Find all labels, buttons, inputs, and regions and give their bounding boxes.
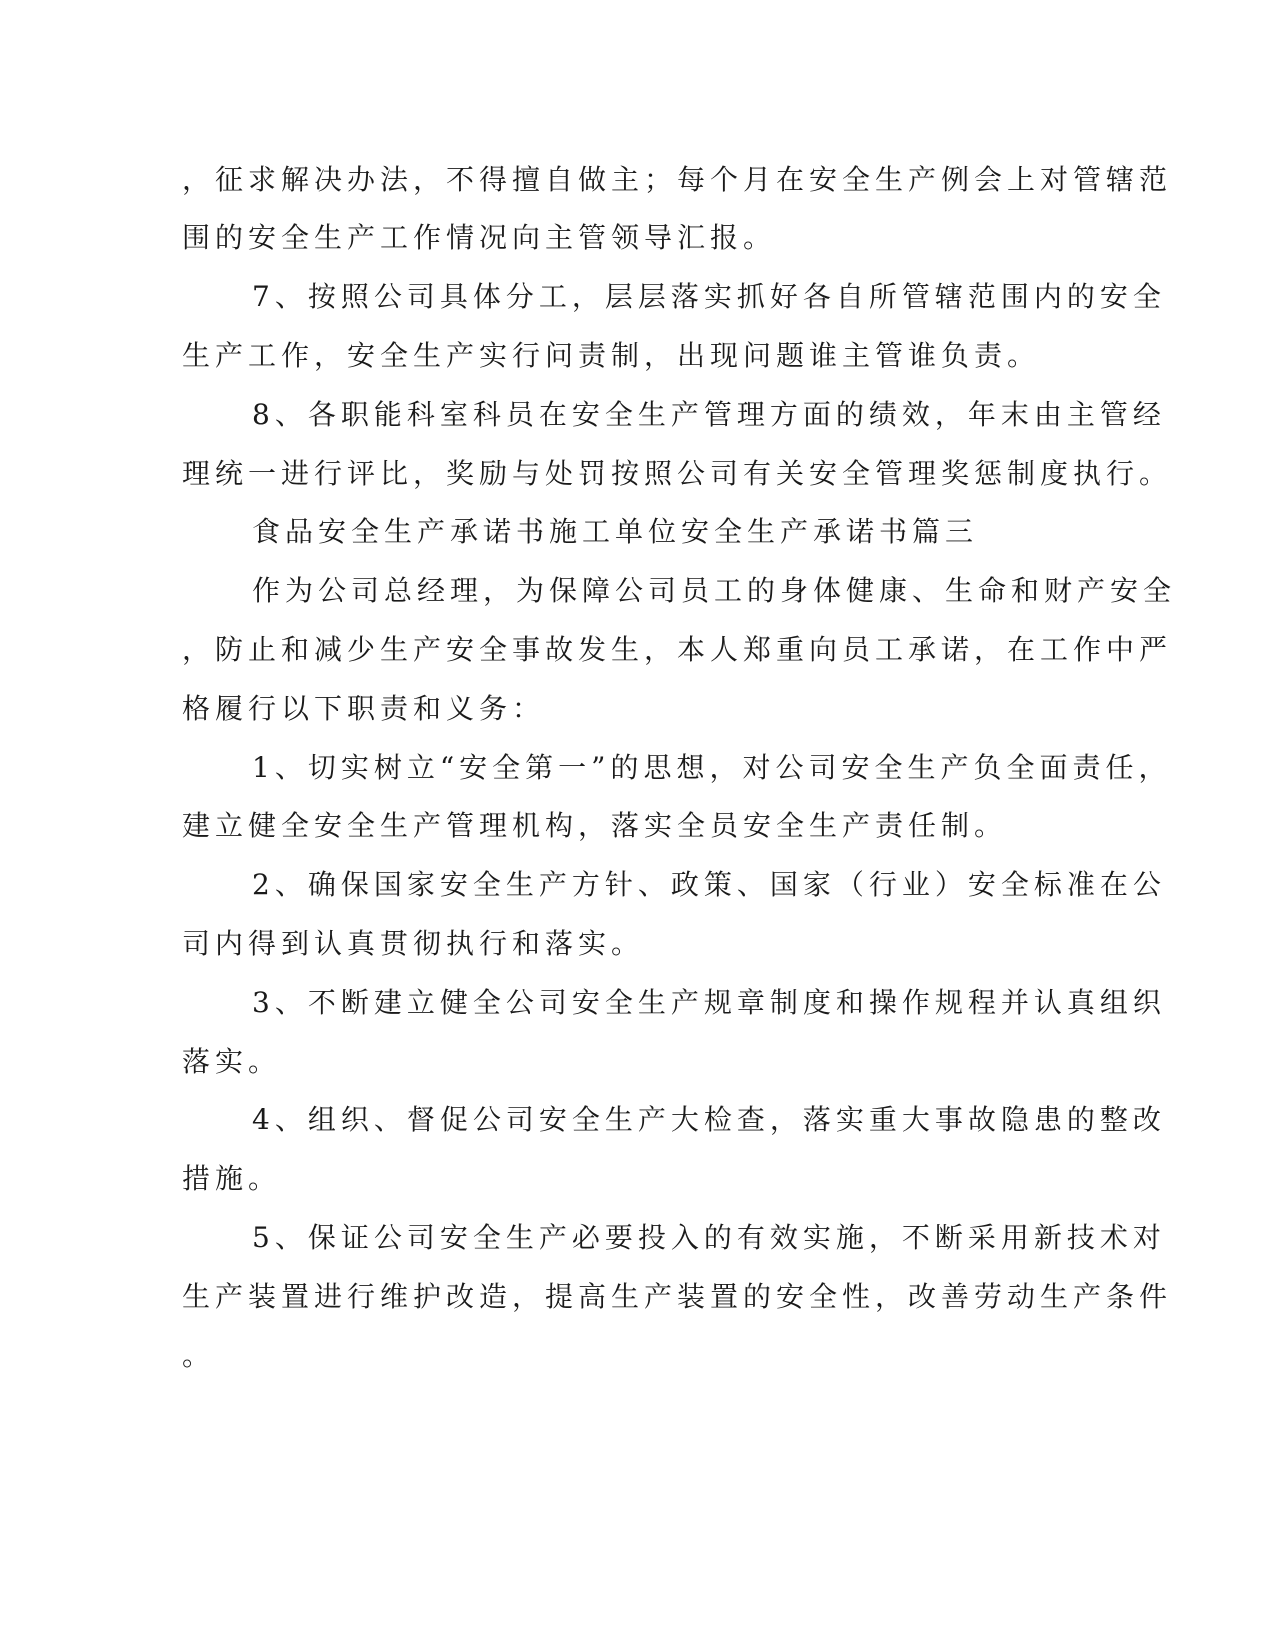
section-heading: 食品安全生产承诺书施工单位安全生产承诺书篇三 [252,515,979,548]
text-line: 生产装置进行维护改造，提高生产装置的安全性，改善劳动生产条件 [182,1280,1173,1313]
text-line: 7、按照公司具体分工，层层落实抓好各自所管辖范围内的安全 [252,280,1166,313]
text-line: 1、切实树立“安全第一”的思想，对公司安全生产负全面责任， [252,751,1172,784]
text-line: 2、确保国家安全生产方针、政策、国家（行业）安全标准在公 [252,868,1166,901]
text-line: 围的安全生产工作情况向主管领导汇报。 [182,221,777,254]
text-line: 8、各职能科室科员在安全生产管理方面的绩效，年末由主管经 [252,398,1166,431]
text-line: ，防止和减少生产安全事故发生，本人郑重向员工承诺，在工作中严 [182,633,1173,666]
text-line: 作为公司总经理，为保障公司员工的身体健康、生命和财产安全 [252,574,1177,607]
text-line: ，征求解决办法，不得擅自做主；每个月在安全生产例会上对管辖范 [182,163,1173,196]
text-line: 。 [182,1339,216,1372]
text-line: 3、不断建立健全公司安全生产规章制度和操作规程并认真组织 [252,986,1166,1019]
text-line: 5、保证公司安全生产必要投入的有效实施，不断采用新技术对 [252,1221,1166,1254]
text-line: 格履行以下职责和义务： [182,692,546,725]
text-line: 司内得到认真贯彻执行和落实。 [182,927,645,960]
text-line: 4、组织、督促公司安全生产大检查，落实重大事故隐患的整改 [252,1103,1166,1136]
text-line: 建立健全安全生产管理机构，落实全员安全生产责任制。 [182,809,1008,842]
text-line: 落实。 [182,1045,282,1078]
text-line: 生产工作，安全生产实行问责制，出现问题谁主管谁负责。 [182,339,1041,372]
text-line: 措施。 [182,1162,282,1195]
text-line: 理统一进行评比，奖励与处罚按照公司有关安全管理奖惩制度执行。 [182,457,1173,490]
